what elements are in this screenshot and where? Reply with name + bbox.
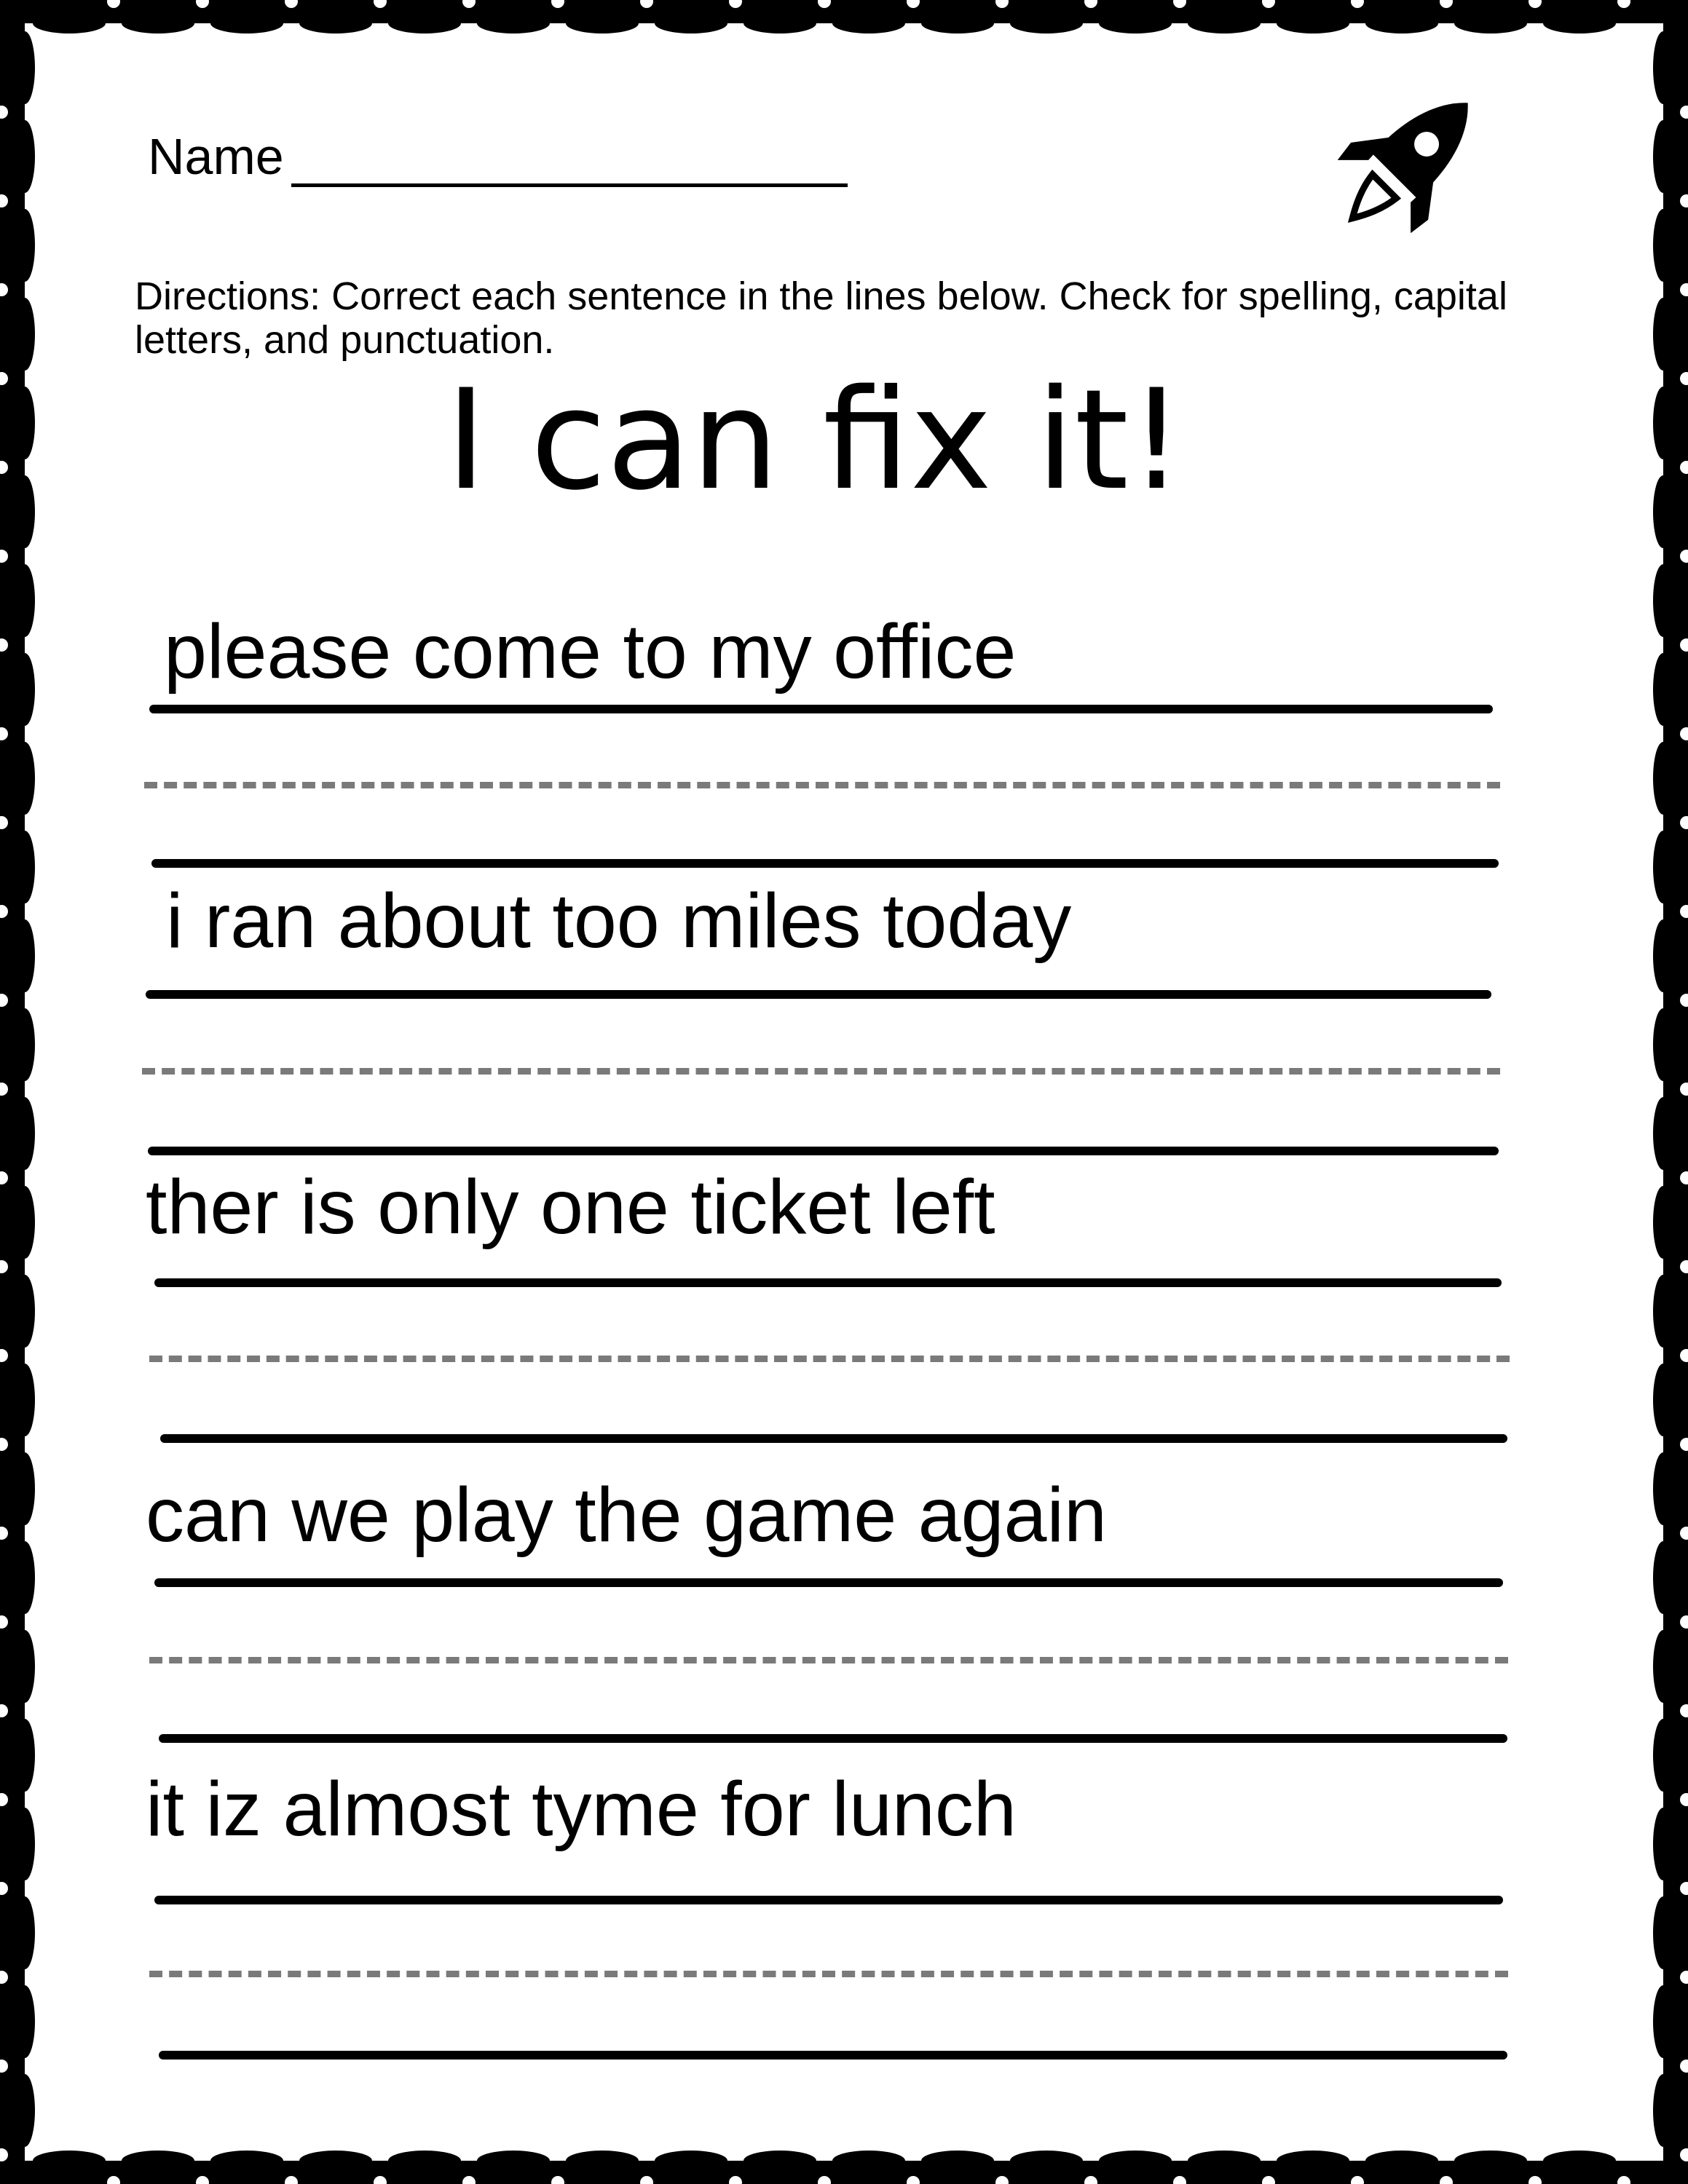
rocket-icon	[1325, 73, 1493, 251]
sentence-2: i ran about too miles today	[166, 878, 1072, 964]
writing-line-base[interactable]	[160, 1434, 1507, 1443]
writing-line-midline[interactable]	[144, 782, 1500, 788]
name-label: Name	[148, 128, 284, 185]
writing-line-midline[interactable]	[149, 1657, 1508, 1663]
sentence-5: it iz almost tyme for lunch	[146, 1766, 1017, 1852]
sentence-1: please come to my office	[164, 609, 1017, 695]
page-title: I can fix it!	[445, 360, 1185, 521]
directions-text: Directions: Correct each sentence in the lines below. Check for spelling, capital letters, and punctuation.	[135, 274, 1507, 362]
sentence-3: ther is only one ticket left	[146, 1164, 995, 1250]
writing-line-midline[interactable]	[149, 1356, 1510, 1362]
writing-line-base[interactable]	[159, 1734, 1507, 1743]
writing-line-top[interactable]	[154, 1578, 1503, 1587]
sentence-4: can we play the game again	[146, 1472, 1107, 1558]
writing-line-base[interactable]	[148, 1147, 1499, 1155]
writing-line-top[interactable]	[146, 990, 1491, 999]
writing-line-top[interactable]	[154, 1896, 1503, 1904]
writing-line-midline[interactable]	[142, 1068, 1500, 1075]
writing-line-midline[interactable]	[149, 1971, 1508, 1977]
writing-line-top[interactable]	[154, 1278, 1502, 1287]
writing-line-base[interactable]	[159, 2051, 1507, 2060]
writing-line-base[interactable]	[151, 859, 1499, 868]
writing-line-top[interactable]	[149, 705, 1493, 713]
name-write-line[interactable]	[291, 183, 848, 187]
